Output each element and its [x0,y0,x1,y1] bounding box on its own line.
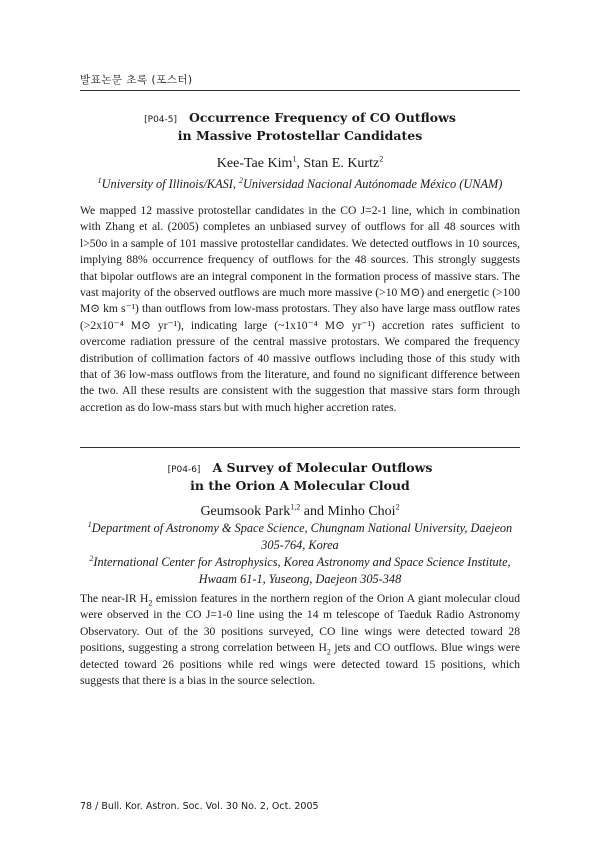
abstract2-title-block [80,460,520,493]
abstract2-author-sep: and [300,504,328,519]
abstract1-author2-sup: 2 [379,154,384,164]
abstract2-affil2-sup: 2 [89,553,94,563]
abstract1-affiliations [80,176,520,193]
abstract1-affil2: Universidad Nacional Autónomade México (UNAM) [242,177,503,191]
abstract2-affil2-line1: International Center for Astrophysics, Korea Astronomy and Space Science Institute, [93,555,511,569]
abstract1-authors [80,156,520,172]
abstract2-authors [80,504,520,520]
abstract2-title-line1: A Survey of Molecular Outflows [212,460,433,475]
abstract1-author-sep: , [296,156,304,171]
abstract2-affil2-line2: Hwaam 61-1, Yuseong, Daejeon 305-348 [198,572,402,586]
abstract2-body-paragraph [80,591,520,689]
abstract1-affil-sup2: 2 [238,175,243,185]
abstract2-body-sub2: 2 [326,647,331,657]
abstract1-author1: Kee-Tae Kim [216,156,293,171]
abstract1-body-paragraph: We mapped 12 massive protostellar candidates in the CO J=2-1 line, which in combination with Zhang et al. (2005) completes an unbiased survey of outflows for all 48 sources with l>50o in a sample of 101 massive protostellar candidates. We detected outflows in 10 sources, implying 88% occurrence frequency of outflows for the 48 sources. This strongly suggests that bipolar outflows are an integral component in the formation process of massive stars. The vast majority of the observed outflows are much more massive (>10 M⊙) and energetic (>100 M⊙ km s⁻¹) than outflows from low-mass protostars. They also have large mass outflow rates (>2x10⁻⁴ M⊙ yr⁻¹), indicating large (~1x10⁻⁴ M⊙ yr⁻¹) accretion rates sufficient to overcome radiation pressure of the central massive protostars. We compared the frequency distribution of collimation factors of 40 massive outflows including those of this study with that of 36 low-mass outflows from the literature, and found no significant difference between the two. All these results are consistent with the suggestion that massive stars form through accretion as do low-mass stars but with much higher accretion rates. [80,204,520,414]
abstract2-body-part1: The near-IR H [80,592,149,605]
abstract2-author2-sup: 2 [395,502,400,512]
abstract2-affiliations [80,520,520,588]
header-rule [80,90,520,91]
abstract2-body-part3: jets and CO outflows. Blue wings were detected toward 26 positions while red wings were detected toward 15 positions, which suggests that there is a bias in the source selection. [80,641,520,688]
running-header: 발표논문 초록 (포스터) [80,74,193,86]
abstract1-title-line2: in Massive Protostellar Candidates [177,128,423,143]
abstract1-title-line1: Occurrence Frequency of CO Outflows [189,110,456,125]
abstract2-body [80,591,520,689]
abstract2-body-sub1: 2 [148,598,153,608]
section-rule [80,447,520,448]
abstract2-body-part2: emission features in the northern region of the Orion A giant molecular cloud were observed in the CO J=1-0 line using the 14 m telescope of Taeduk Radio Astronomy Observatory. Out of the 30 positions surveyed, CO line wings were detected toward 28 positions, suggesting a strong correlation between H [80,592,520,655]
page-footer: 78 / Bull. Kor. Astron. Soc. Vol. 30 No. 2, Oct. 2005 [80,801,319,812]
abstract2-code: [P04-6] [167,465,201,475]
abstract2-author1-sup: 1,2 [290,502,301,512]
abstract2-affil1-line1: Department of Astronomy & Space Science, Chungnam National University, Daejeon [91,521,513,535]
abstract1-title-block [80,110,520,143]
abstract1-author1-sup: 1 [292,154,297,164]
abstract2-author2: Minho Choi [327,504,396,519]
abstract1-author2: Stan E. Kurtz [303,156,380,171]
abstract2-affil1-sup: 1 [87,519,92,529]
abstract1-code: [P04-5] [144,115,178,125]
abstract1-affil-sup1: 1 [97,175,102,185]
abstract2-author1: Geumsook Park [200,504,291,519]
abstract2-affil1-line2: 305-764, Korea [261,538,339,552]
abstract1-affil1: University of Illinois/KASI, [101,177,239,191]
abstract1-body [80,203,520,416]
abstract2-title-line2: in the Orion A Molecular Cloud [190,478,410,493]
